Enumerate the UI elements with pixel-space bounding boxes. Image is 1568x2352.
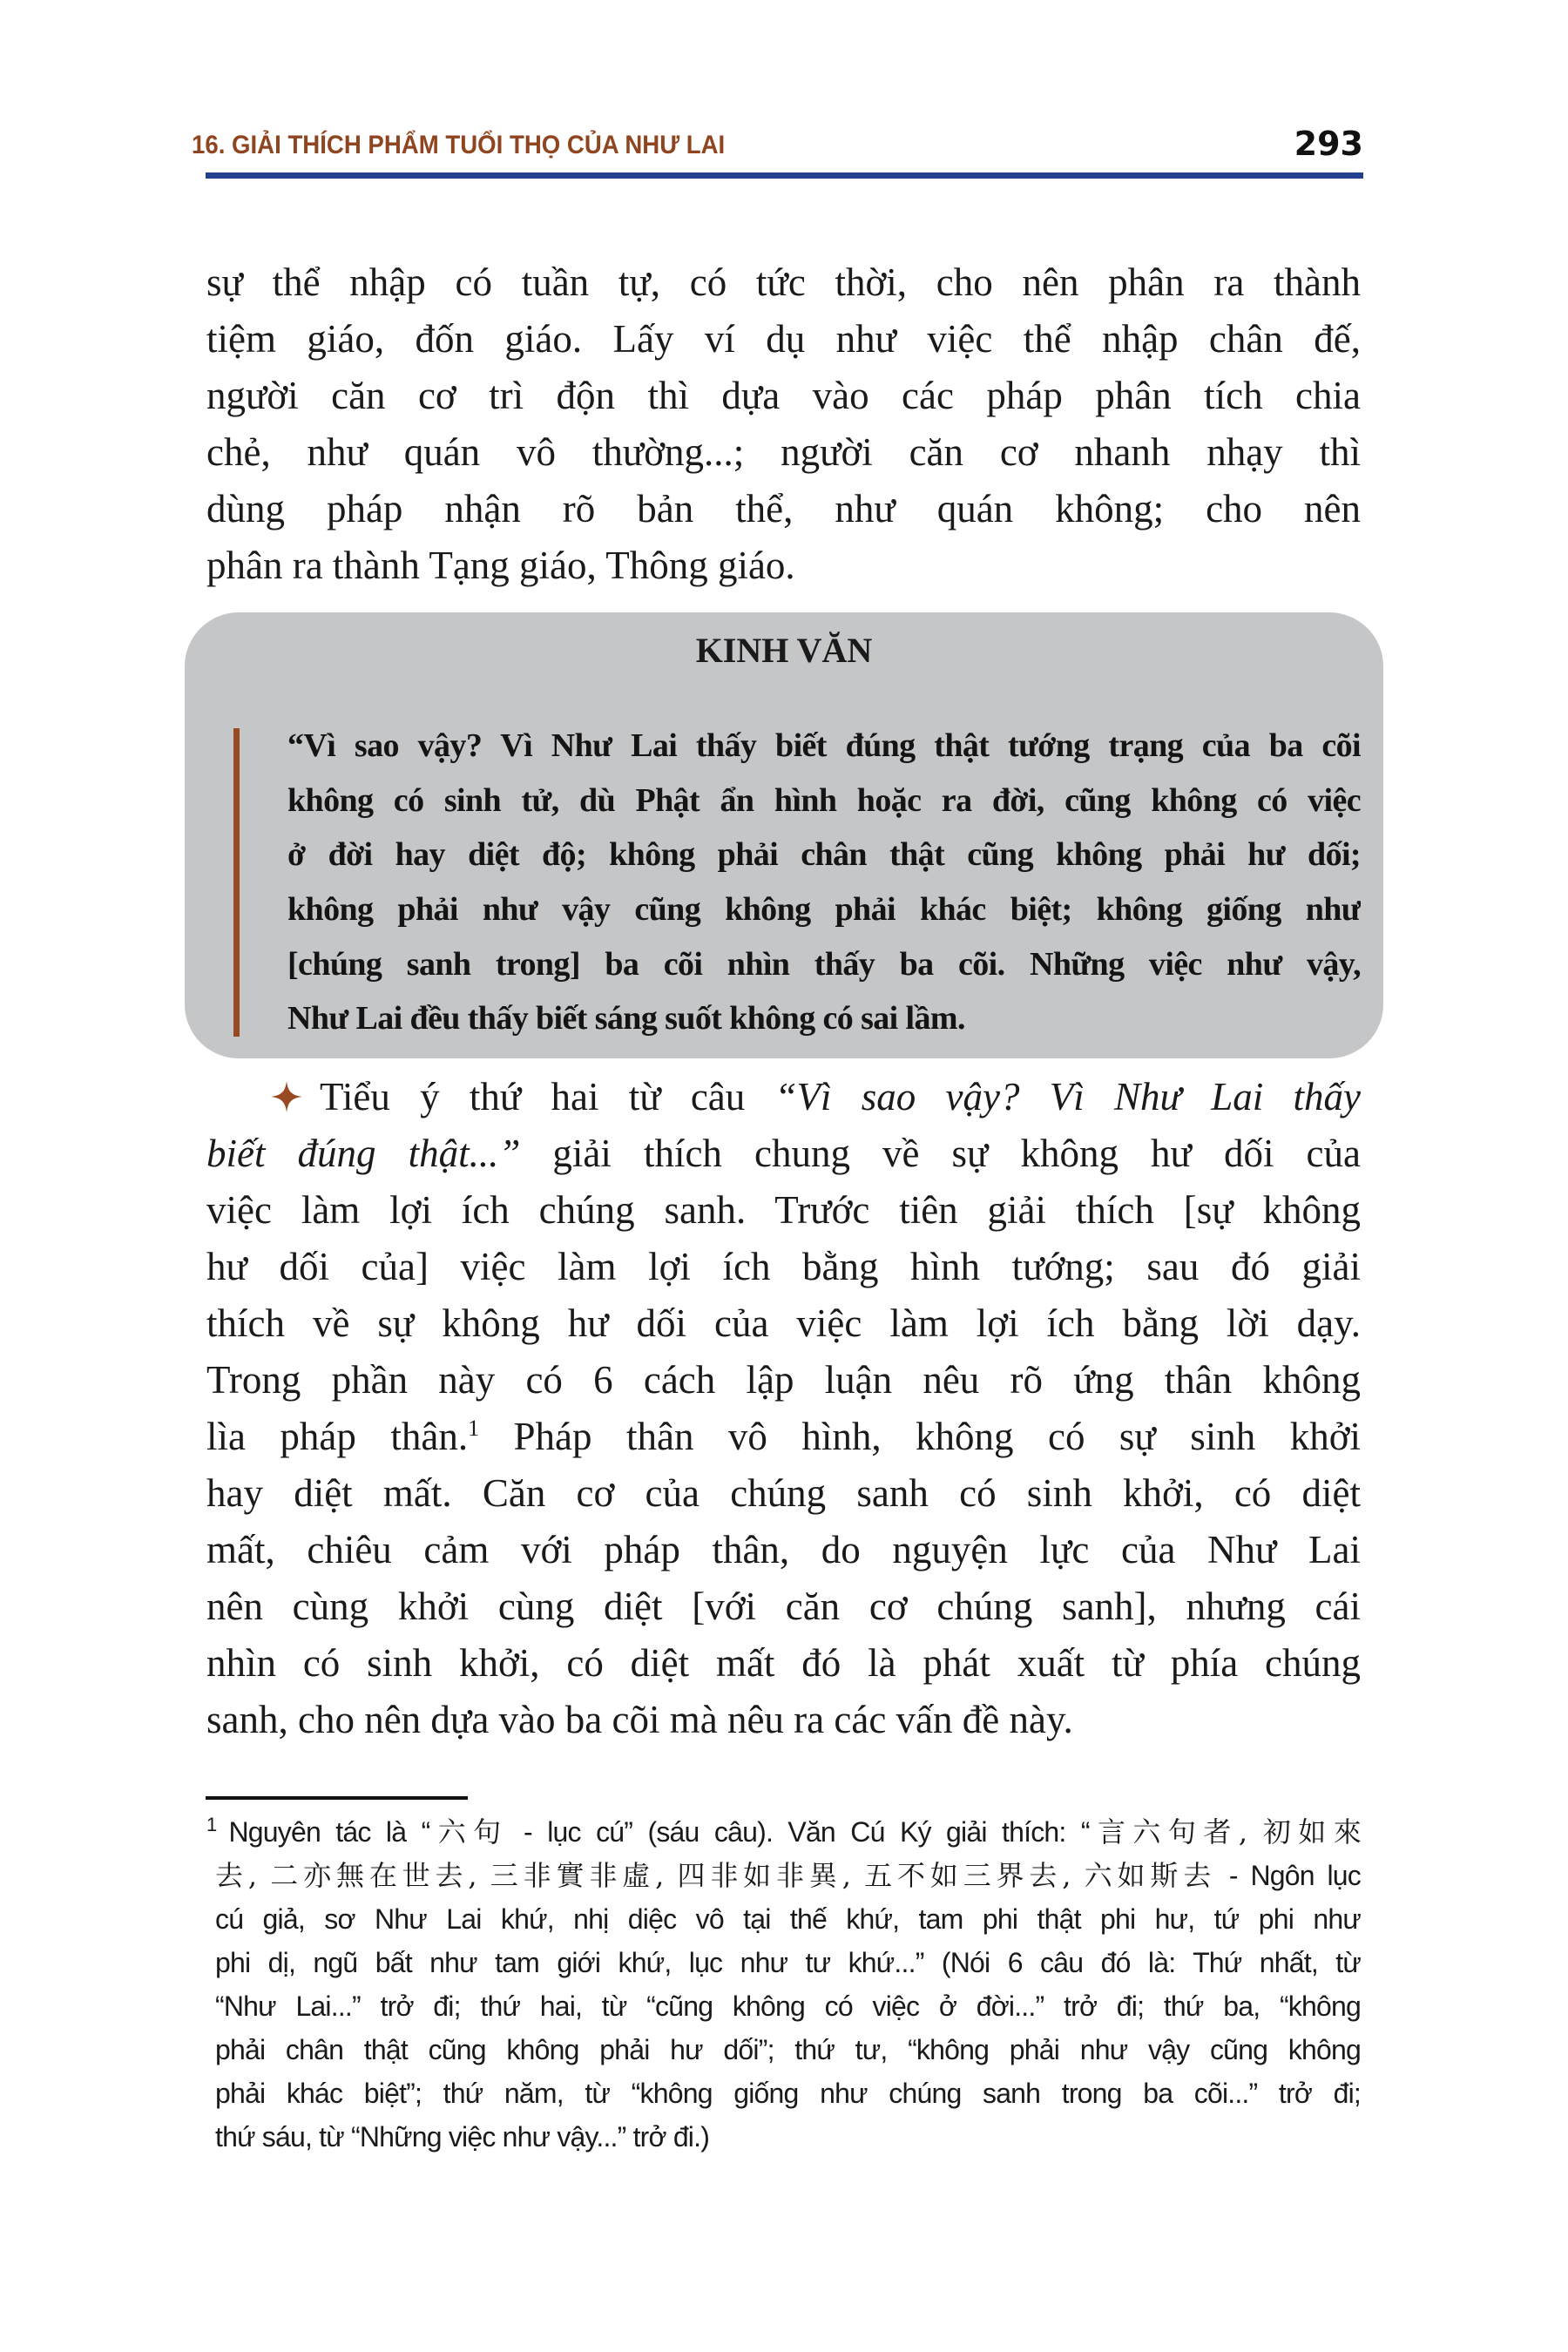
quoted-phrase-italic: biết đúng thật...” bbox=[206, 1132, 521, 1175]
quote-line: không phải như vậy cũng không phải khác biệt; không giống như bbox=[287, 891, 1361, 929]
text-run: - Ngôn lục bbox=[1216, 1860, 1361, 1891]
quoted-phrase-italic: “Vì sao vậy? Vì Như Lai thấy bbox=[774, 1075, 1361, 1119]
footnote-reference[interactable]: 1 bbox=[468, 1416, 480, 1441]
sutra-quote-text bbox=[287, 719, 1361, 1046]
text-line: việc làm lợi ích chúng sanh. Trước tiên giải thích [sự không bbox=[206, 1188, 1361, 1232]
commentary-paragraph bbox=[206, 1069, 1361, 1748]
text-line: mất, chiêu cảm với pháp thân, do nguyện lực của Như Lai bbox=[206, 1528, 1361, 1571]
text-run: - lục cú” (sáu câu). Văn Cú Ký giải thích: “ bbox=[508, 1816, 1090, 1848]
quote-line: ở đời hay diệt độ; không phải chân thật cũng không phải hư dối; bbox=[287, 836, 1361, 874]
chapter-header-title: 16. GIẢI THÍCH PHẨM TUỔI THỌ CỦA NHƯ LAI bbox=[192, 131, 726, 159]
chinese-text: 言六句者, 初如來 bbox=[1089, 1815, 1361, 1848]
four-point-star-icon bbox=[271, 1071, 302, 1103]
text-line bbox=[206, 1069, 1361, 1125]
chinese-text: 六句 bbox=[429, 1815, 509, 1848]
paragraph-continued bbox=[206, 254, 1361, 594]
footnote-line bbox=[206, 1854, 1361, 1897]
footnote-1 bbox=[206, 1810, 1361, 2159]
text-line: phân ra thành Tạng giáo, Thông giáo. bbox=[206, 544, 795, 587]
quote-line: Như Lai đều thấy biết sáng suốt không có sai lầm. bbox=[287, 1000, 965, 1037]
text-line bbox=[206, 1409, 1361, 1465]
quote-line: không có sinh tử, dù Phật ẩn hình hoặc ra đời, cũng không có việc bbox=[287, 781, 1361, 819]
text-run: Nguyên tác là “ bbox=[228, 1816, 430, 1848]
text-line: sanh, cho nên dựa vào ba cõi mà nêu ra các vấn đề này. bbox=[206, 1698, 1073, 1741]
text-line: dùng pháp nhận rõ bản thể, như quán không; cho nên bbox=[206, 487, 1361, 531]
quote-line: [chúng sanh trong] ba cõi nhìn thấy ba cõi. Những việc như vậy, bbox=[287, 945, 1361, 983]
footnote-number: 1 bbox=[206, 1814, 217, 1835]
text-run: giải thích chung về sự không hư dối của bbox=[520, 1132, 1361, 1175]
text-line: nên cùng khởi cùng diệt [với căn cơ chúng sanh], nhưng cái bbox=[206, 1585, 1361, 1628]
footnote-line: phải chân thật cũng không phải hư dối”; thứ tư, “không phải như vậy cũng không bbox=[215, 2034, 1361, 2065]
footnote-line: “Như Lai...” trở đi; thứ hai, từ “cũng không có việc ở đời...” trở đi; thứ ba, “không bbox=[215, 1990, 1361, 2022]
footnote-line: thứ sáu, từ “Những việc như vậy...” trở đi.) bbox=[215, 2121, 710, 2153]
footnote-line bbox=[206, 1810, 1361, 1854]
footnote-line: phải khác biệt”; thứ năm, từ “không giống như chúng sanh trong ba cõi...” trở đi; bbox=[215, 2078, 1361, 2109]
sutra-quote-box bbox=[185, 612, 1383, 1058]
quote-accent-bar bbox=[233, 728, 240, 1037]
text-line: chẻ, như quán vô thường...; người căn cơ nhanh nhạy thì bbox=[206, 430, 1361, 474]
text-run: Pháp thân vô hình, không có sự sinh khởi bbox=[479, 1415, 1361, 1458]
text-line: Trong phần này có 6 cách lập luận nêu rõ ứng thân không bbox=[206, 1358, 1361, 1402]
footnote-line: cú giả, sơ Như Lai khứ, nhị diệc vô tại thế khứ, tam phi thật phi hư, tứ phi như bbox=[215, 1903, 1361, 1935]
chinese-text: 去, 二亦無在世去, 三非實非虛, 四非如非異, 五不如三界去, 六如斯去 bbox=[215, 1859, 1217, 1892]
quote-line: “Vì sao vậy? Vì Như Lai thấy biết đúng thật tướng trạng của ba cõi bbox=[287, 727, 1361, 764]
text-line: tiệm giáo, đốn giáo. Lấy ví dụ như việc thể nhập chân đế, bbox=[206, 317, 1361, 361]
header-rule bbox=[206, 172, 1363, 179]
footnote-line: phi dị, ngũ bất như tam giới khứ, lục như tư khứ...” (Nói 6 câu đó là: Thứ nhất, từ bbox=[215, 1947, 1361, 1978]
text-line: người căn cơ trì độn thì dựa vào các pháp phân tích chia bbox=[206, 374, 1361, 417]
text-line: nhìn có sinh khởi, có diệt mất đó là phát xuất từ phía chúng bbox=[206, 1641, 1361, 1685]
text-line: hay diệt mất. Căn cơ của chúng sanh có sinh khởi, có diệt bbox=[206, 1471, 1361, 1515]
text-line: hư dối của] việc làm lợi ích bằng hình tướng; sau đó giải bbox=[206, 1245, 1361, 1288]
page-number: 293 bbox=[1294, 125, 1363, 163]
footnote-separator bbox=[206, 1796, 468, 1800]
text-line: sự thể nhập có tuần tự, có tức thời, cho nên phân ra thành bbox=[206, 260, 1361, 304]
bullet-lead-text: Tiểu ý thứ hai từ câu bbox=[320, 1075, 775, 1119]
sutra-box-title: KINH VĂN bbox=[695, 631, 873, 670]
text-run: lìa pháp thân. bbox=[206, 1415, 469, 1458]
text-line: thích về sự không hư dối của việc làm lợi ích bằng lời dạy. bbox=[206, 1301, 1361, 1345]
text-line bbox=[206, 1125, 1361, 1182]
